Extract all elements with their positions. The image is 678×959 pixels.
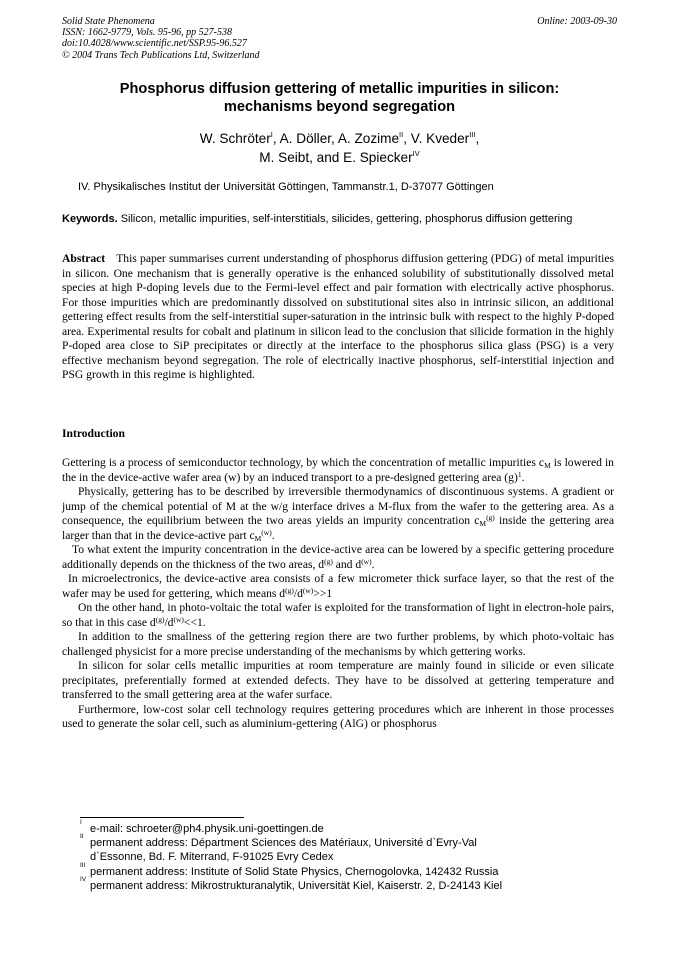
intro-paragraph-4	[62, 572, 614, 601]
footnote-text: permanent address: Départment Sciences des Matériaux, Université d`Evry-Val	[90, 837, 477, 850]
text-run: .	[371, 557, 375, 571]
superscript: (w)	[261, 527, 272, 537]
intro-paragraph-7: In silicon for solar cells metallic impurities at room temperature are mainly found in silicide or even silicate precipitates, preferentially formed at extended defects. They have to be dissolved at gettering temperature and transferred to the small gettering area at the wafer surface.	[62, 659, 614, 701]
text-run: inside the gettering area larger than that in the device-active part c	[62, 514, 614, 542]
intro-paragraph-1	[62, 456, 614, 485]
paper-title	[62, 80, 617, 116]
intro-paragraph-6: In addition to the smallness of the gettering region there are two further problems, by which photo-voltaic has challenged physicist for a more precise understanding of the mechanisms by which gettering works.	[62, 630, 614, 658]
text-run: On the other hand, in photo-voltaic the total wafer is exploited for the transformation of light in electron-hole pairs, so that in this case d	[62, 601, 614, 629]
intro-paragraph-3	[62, 543, 614, 572]
author-1-mark: I	[270, 130, 273, 139]
footnote-mark: II	[80, 833, 84, 841]
superscript: (g)	[324, 556, 333, 566]
author-2-mark: II	[399, 130, 404, 139]
author-1: W. Schröter	[199, 131, 271, 146]
section-heading-introduction: Introduction	[62, 427, 125, 440]
footnote-divider	[80, 817, 244, 818]
text-run: /d	[164, 615, 174, 629]
author-3-mark: III	[469, 130, 476, 139]
text-run: Physically, gettering has to be described by irreversible thermodynamics of discontinuous systems. A gradient or jump of the chemical potential of M at the w/g interface drives a M-flux from the wafer to the gettering area. As a consequence, the equilibrium between the two areas yields an impurity concentration c	[62, 485, 614, 527]
title-line-2: mechanisms beyond segregation	[223, 99, 456, 115]
abstract-label: Abstract	[62, 252, 106, 265]
text-run: is lowered in the in the device-active wafer area (w) by an induced transport to a pre-designed gettering area (g)	[62, 456, 614, 484]
text-run: /d	[293, 586, 303, 600]
author-3-comma: ,	[475, 131, 480, 146]
text-run: .	[271, 528, 275, 542]
text-run: .	[521, 470, 525, 484]
footnote-4	[80, 875, 620, 893]
author-2: , A. Döller, A. Zozime	[272, 131, 400, 146]
superscript: (g)	[486, 513, 495, 522]
abstract-text: This paper summarises current understanding of phosphorus diffusion gettering (PDG) of metal impurities in silicon. One mechanism that is generally operative is the enhanced solubility of substitutionally dissolved metal species at high P-doping levels due to the Fermi-level effect and pair formation with electrically active phosphorus. For those impurities which are predominantly dissolved on substitutional sites also in intrinsic silicon, an additional gettering effect results from the self-interstitial super-saturation in the intrinsic bulk with respect to the highly P-doped area. Experimental results for cobalt and platinum in silicon lead to the conclusion that silicide formation in the highly P-doped area close to SiP precipitates or directly at the interface to the phosphorus silica glass (PSG) is a very effective mechanism beyond segregation. The role of electrically inactive phosphorus, self-interstitial injection and PSG growth in this regime is highlighted.	[62, 252, 614, 381]
footnote-mark: III	[80, 861, 86, 869]
keywords-label: Keywords.	[62, 213, 118, 225]
footnote-1	[80, 819, 620, 836]
keywords-text: Silicon, metallic impurities, self-interstitials, silicides, gettering, phosphorus diffusion gettering	[120, 213, 573, 225]
author-line-2	[62, 148, 617, 167]
author-3: , V. Kveder	[403, 131, 470, 146]
intro-paragraph-2	[62, 485, 614, 543]
author-4-mark: IV	[412, 149, 420, 158]
subscript: M	[544, 461, 551, 470]
journal-name: Solid State Phenomena	[62, 16, 155, 27]
citation-ref: 1	[517, 469, 522, 479]
author-line-1	[62, 129, 617, 148]
subscript: M	[479, 519, 487, 528]
online-date: Online: 2003-09-30	[537, 16, 617, 27]
text-run: and d	[332, 557, 362, 571]
author-4: M. Seibt, and E. Spiecker	[259, 150, 413, 165]
text-run: <<1.	[183, 615, 206, 629]
keywords	[62, 212, 614, 226]
footnote-text: e-mail: schroeter@ph4.physik.uni-goettingen.de	[90, 823, 324, 835]
title-line-1: Phosphorus diffusion gettering of metallic impurities in silicon:	[119, 81, 560, 97]
footnote-text: permanent address: Mikrostrukturanalytik, Universität Kiel, Kaiserstr. 2, D-24143 Kiel	[90, 879, 503, 892]
superscript: (w)	[302, 585, 314, 595]
superscript: (g)	[155, 614, 165, 624]
footnote-2	[80, 833, 620, 850]
superscript: (w)	[361, 556, 372, 566]
footnote-mark: I	[80, 819, 82, 826]
subscript: M	[254, 533, 262, 543]
issn-line: ISSN: 1662-9779, Vols. 95-96, pp 527-538	[62, 27, 232, 39]
author-list	[62, 129, 617, 167]
footnote-mark: IV	[80, 875, 87, 883]
footnotes	[80, 819, 620, 893]
affiliation: IV. Physikalisches Institut der Universität Göttingen, Tammanstr.1, D-37077 Göttingen	[78, 181, 494, 193]
superscript: (w)	[173, 614, 184, 624]
footnote-text: permanent address: Institute of Solid State Physics, Chernogolovka, 142432 Russia	[90, 865, 499, 878]
introduction-body	[62, 456, 614, 732]
text-run: Gettering is a process of semiconductor technology, by which the concentration of metallic impurities c	[62, 456, 545, 469]
doi-line: doi:10.4028/www.scientific.net/SSP.95-96.527	[62, 38, 247, 50]
text-run: >>1	[313, 586, 333, 600]
footnote-2-continuation: d`Essonne, Bd. F. Miterrand, F-91025 Evry Cedex	[90, 851, 334, 864]
journal-header	[62, 16, 617, 61]
superscript: (g)	[285, 585, 294, 595]
copyright-line: © 2004 Trans Tech Publications Ltd, Switzerland	[62, 49, 260, 61]
intro-paragraph-5	[62, 601, 614, 630]
footnote-3	[80, 861, 620, 879]
text-run: In microelectronics, the device-active area consists of a few micrometer thick surface layer, so that the rest of the wafer may be used for gettering, which means d	[62, 572, 614, 600]
text-run: To what extent the impurity concentration in the device-active area can be lowered by a specific gettering procedure additionally depends on the thickness of the two areas, d	[62, 543, 614, 571]
abstract	[62, 252, 614, 383]
intro-paragraph-8: Furthermore, low-cost solar cell technology requires gettering procedures which are inherent in those processes used to generate the solar cell, such as aluminium-gettering (AlG) or phosphorus	[62, 702, 614, 730]
